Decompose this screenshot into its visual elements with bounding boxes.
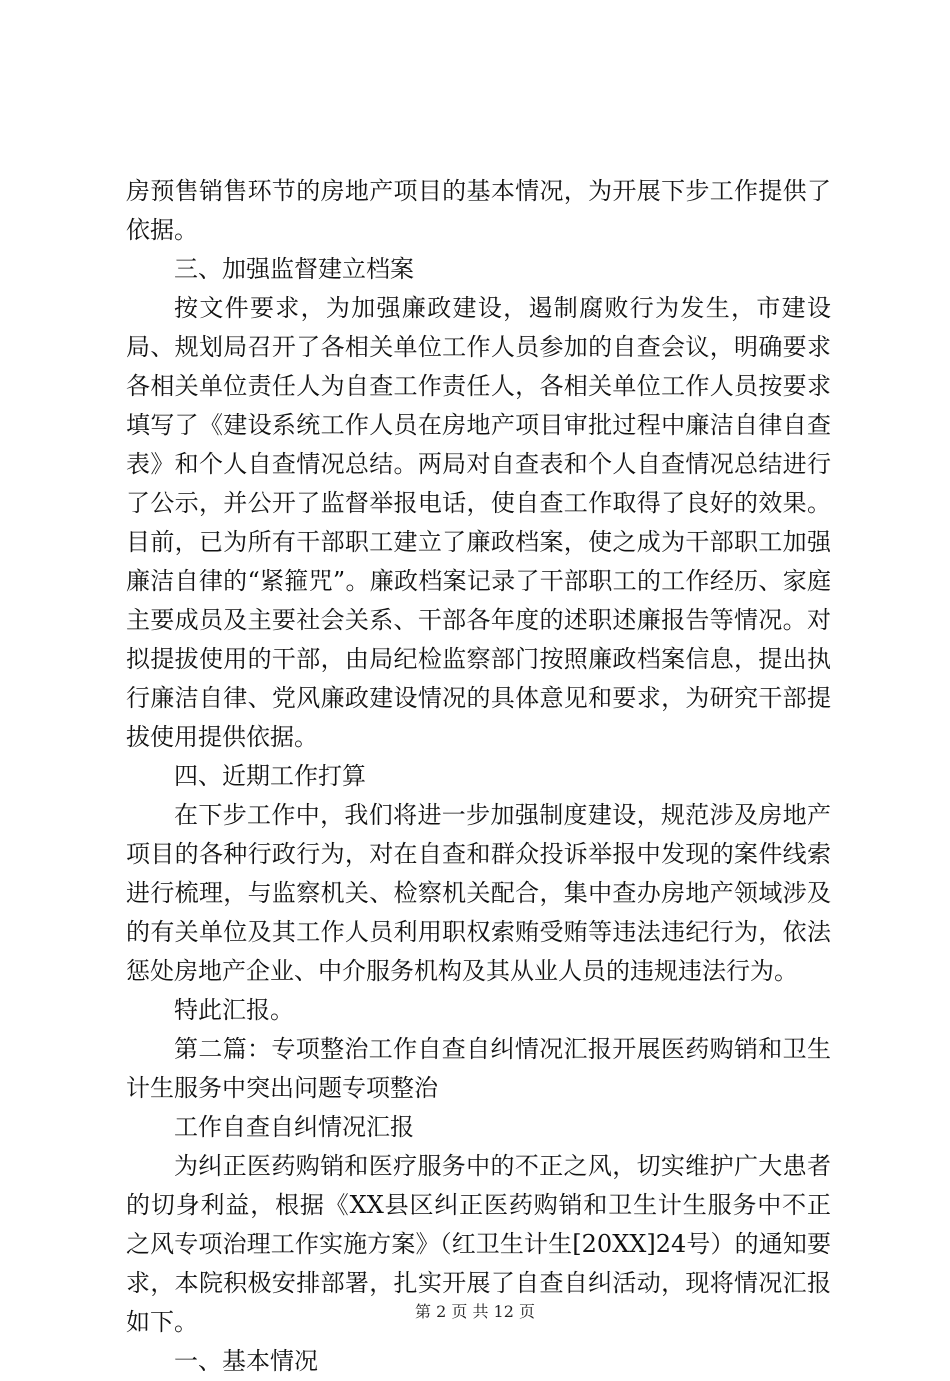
paragraph-near-term-plans: 在下步工作中，我们将进一步加强制度建设，规范涉及房地产项目的各种行政行为，对在自查和群众投诉举报中发现的案件线索进行梳理，与监察机关、检察机关配合，集中查办房地产领域涉及的有关单位及其工作人员利用职权索贿受贿等违法违纪行为，依法惩处房地产企业、中介服务机构及其从业人员的违规违法行为。 [126,801,831,985]
paragraph-article-2-intro: 为纠正医药购销和医疗服务中的不正之风，切实维护广大患者的切身利益，根据《XX县区纠正医药购销和卫生计生服务中不正之风专项治理工作实施方案》（红卫生计生[20XX]24号）的通知要求，本院积极安排部署，扎实开展了自查自纠活动，现将情况汇报如下。 [126,1152,831,1336]
section-heading-3: 三、加强监督建立档案 [174,255,414,283]
article-2-title: 第二篇：专项整治工作自查自纠情况汇报开展医药购销和卫生计生服务中突出问题专项整治 [126,1035,831,1102]
document-body [126,172,831,1381]
section-heading-4: 四、近期工作打算 [174,762,366,790]
article-2-subtitle: 工作自查自纠情况汇报 [174,1113,414,1141]
paragraph-closing: 特此汇报。 [174,996,294,1024]
page-number-footer: 第 2 页 共 12 页 [415,1302,535,1321]
section-heading-1: 一、基本情况 [174,1347,318,1375]
paragraph-supervision-archives: 按文件要求，为加强廉政建设，遏制腐败行为发生，市建设局、规划局召开了各相关单位工作人员参加的自查会议，明确要求各相关单位责任人为自查工作责任人，各相关单位工作人员按要求填写了《建设系统工作人员在房地产项目审批过程中廉洁自律自查表》和个人自查情况总结。两局对自查表和个人自查情况总结进行了公示，并公开了监督举报电话，使自查工作取得了良好的效果。目前，已为所有干部职工建立了廉政档案，使之成为干部职工加强廉洁自律的“紧箍咒”。廉政档案记录了干部职工的工作经历、家庭主要成员及主要社会关系、干部各年度的述职述廉报告等情况。对拟提拔使用的干部，由局纪检监察部门按照廉政档案信息，提出执行廉洁自律、党风廉政建设情况的具体意见和要求，为研究干部提拔使用提供依据。 [126,294,831,751]
paragraph-continuation: 房预售销售环节的房地产项目的基本情况，为开展下步工作提供了依据。 [126,177,831,244]
